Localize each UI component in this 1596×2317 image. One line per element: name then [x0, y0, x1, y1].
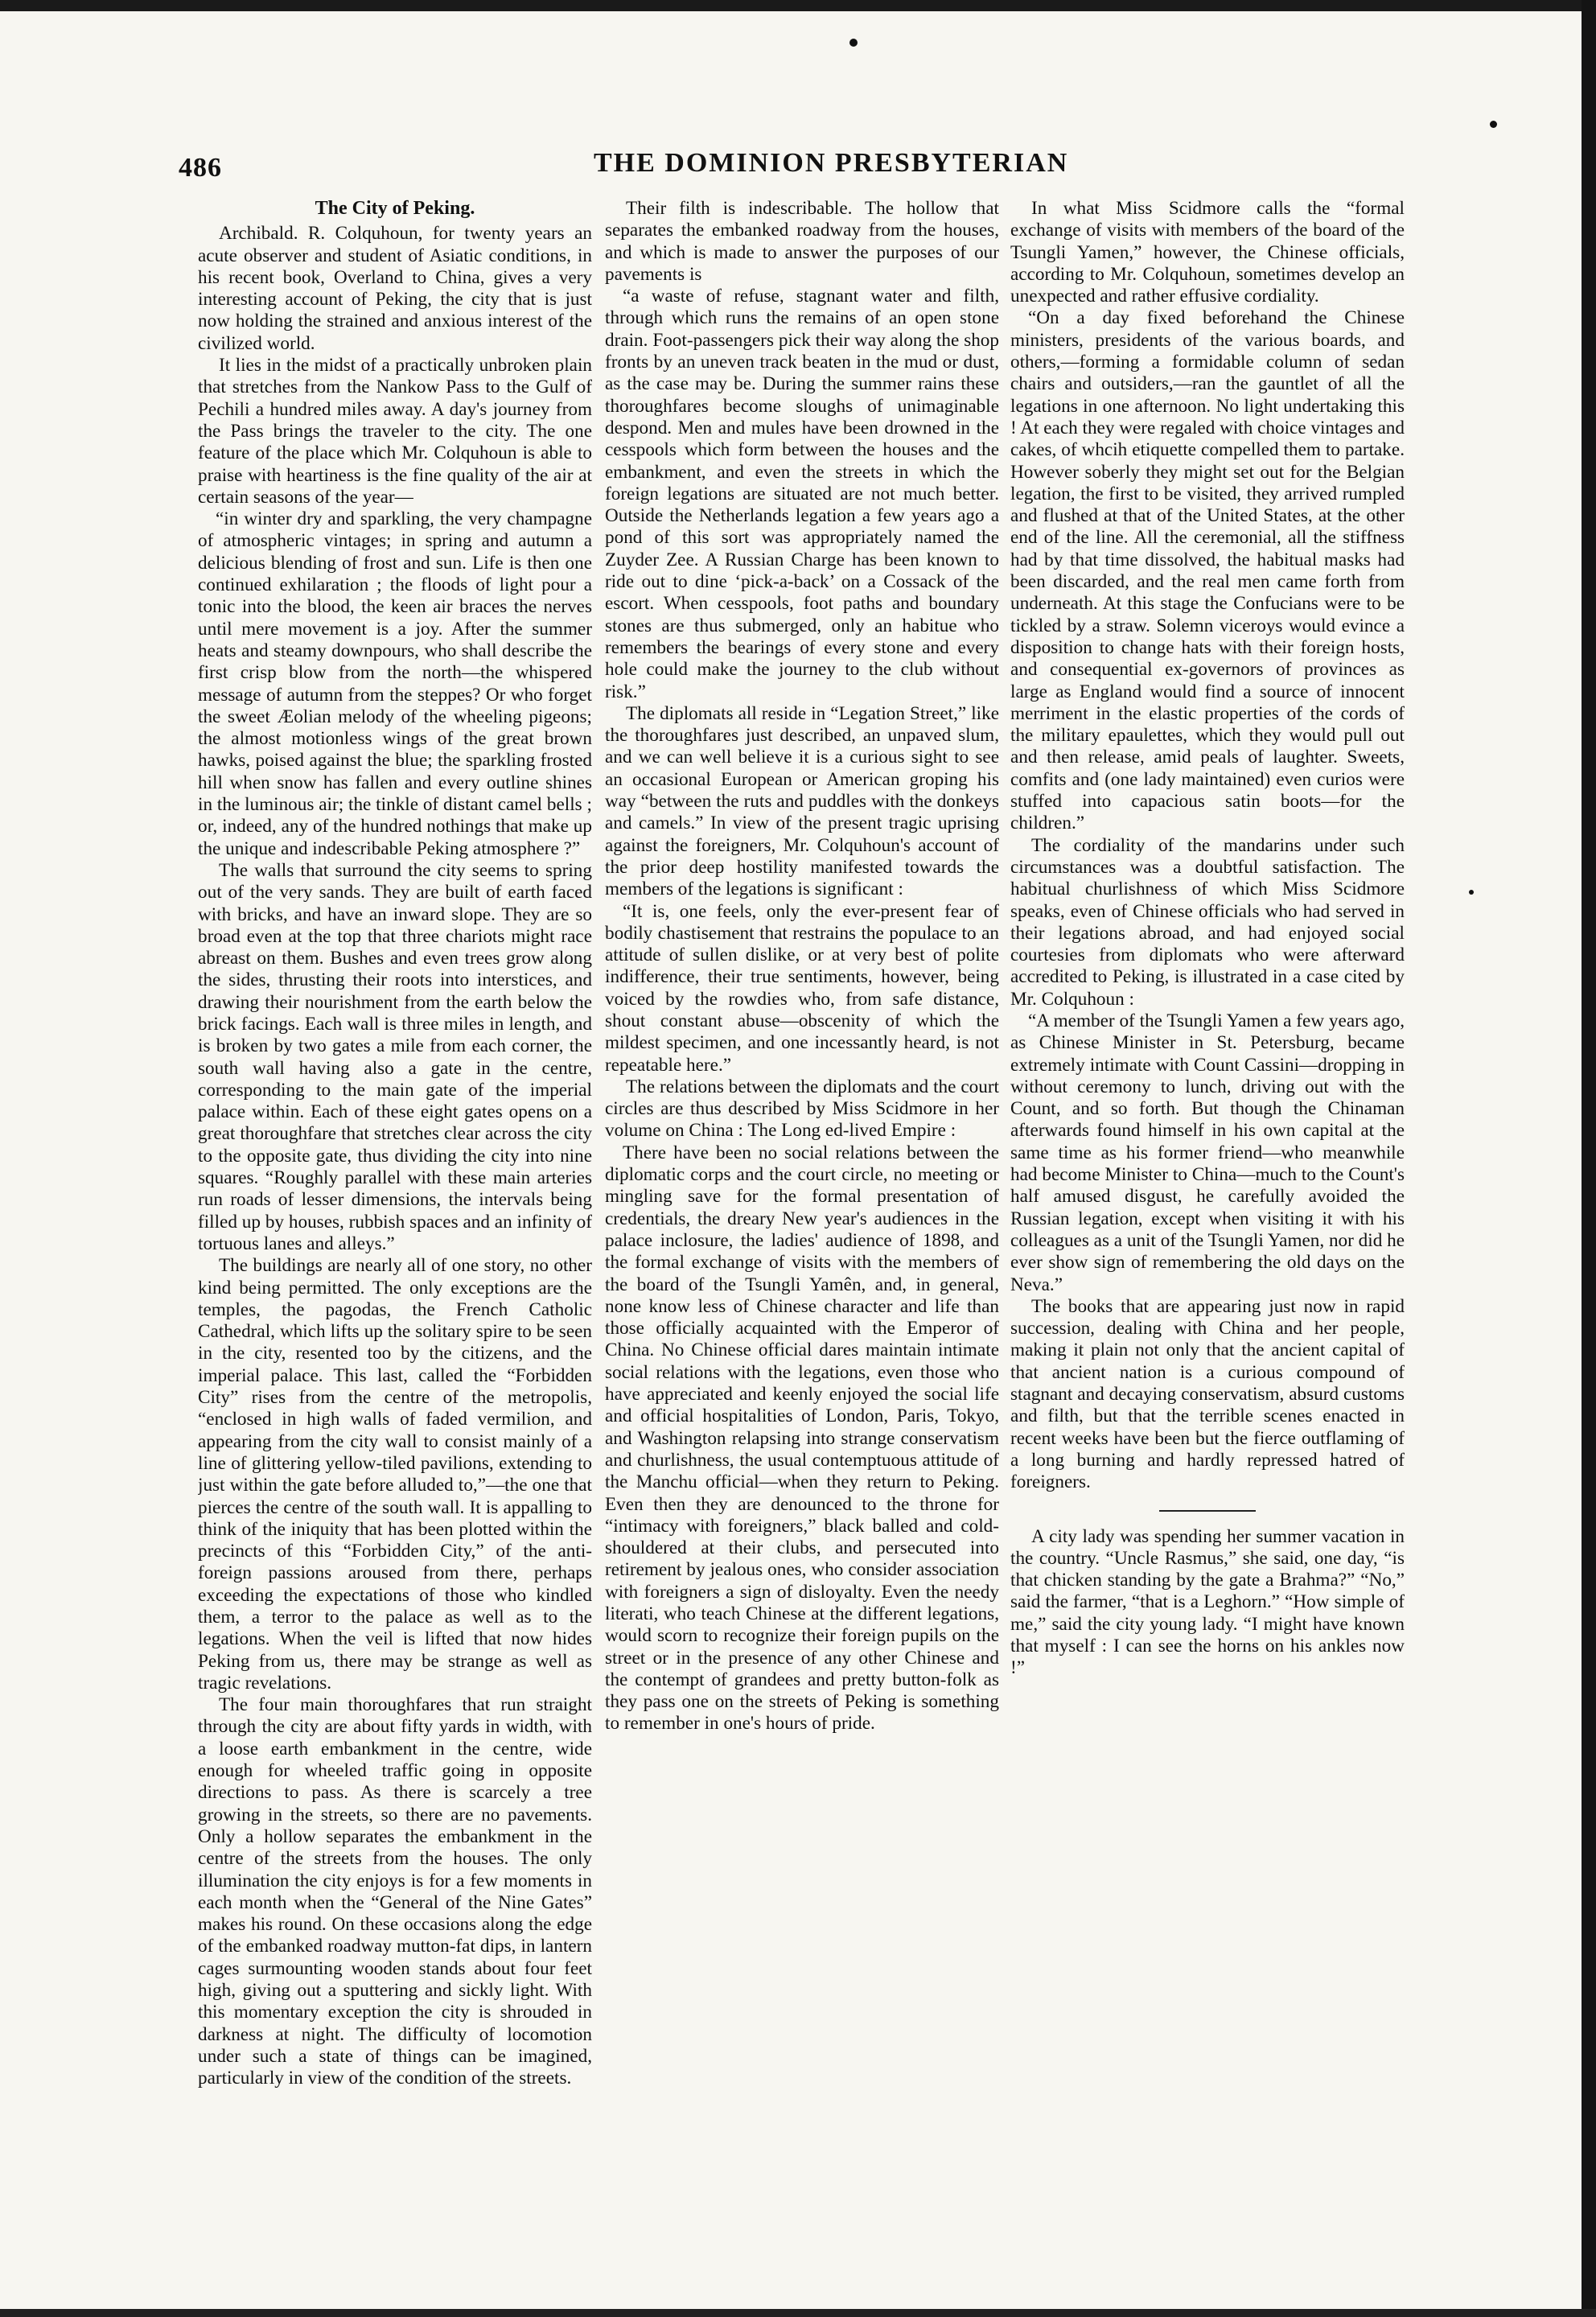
scan-edge-right	[1582, 0, 1596, 2317]
article-title: The City of Peking.	[315, 198, 475, 219]
quote-paragraph: “a waste of refuse, stagnant water and filth, through which runs the remains of an open stone drain. Foot-passengers pick their way along the shop fronts by an uneven track beaten in the mud or dust, as the case may be. During the summer rains these thoroughfares become sloughs of unimaginable despond. Men and mules have been drowned in the cesspools which form between the houses and the embankment, and even the streets in which the foreign legations are situated are not much better. Outside the Netherlands legation a few years ago a pond of this sort was appropriately named the Zuyder Zee. A Russian Charge has been known to ride out to dine ‘pick-a-back’ on a Cossack of the escort. When cesspools, foot paths and boundary stones are thus submerged, only an habitue who remembers the bearings of every stone and every hole could make the journey to the club without risk.”	[605, 286, 999, 702]
column-1	[198, 198, 592, 2209]
paragraph: The walls that surround the city seems to spring out of the very sands. They are built of earth faced with bricks, and have an inward slope. They are so broad even at the top that three chariots might race abreast on them. Bushes and even trees grow along the sides, thrusting their roots into interstices, and drawing their nourishment from the earth below the brick facings. Each wall is three miles in length, and is broken by two gates a mile from each corner, the south wall having also a gate in the centre, corresponding to the main gate of the imperial palace within. Each of these eight gates opens on a great thoroughfare that stretches clear across the city to the opposite gate, thus dividing the city into nine squares. “Roughly parallel with these main arteries run roads of lesser dimensions, the intervals being filled up by houses, rubbish spaces and an infinity of tortuous lanes and alleys.”	[198, 859, 592, 1254]
paragraph: Their filth is indescribable. The hollow that separates the embanked roadway from the houses, and which is made to answer the purposes of our pavements is	[605, 198, 999, 285]
section-divider	[1159, 1510, 1256, 1512]
paragraph: The relations between the diplomats and the court circles are thus described by Miss Scidmore in her volume on China : The Long ed-lived Empire :	[605, 1076, 999, 1142]
quote-paragraph: “A member of the Tsungli Yamen a few years ago, as Chinese Minister in St. Petersburg, became extremely intimate with Count Cassini—dropping in without ceremony to lunch, driving out with the Count, and so forth. But though the Chinaman afterwards found himself in his own capital at the same time as his former friend—who meanwhile had become Minister to China—much to the Count's half amused disgust, he carefully avoided the Russian legation, except when visiting it with his colleagues as a unit of the Tsungli Yamen, nor did he ever show sign of remembering the old days on the Neva.”	[1010, 1010, 1405, 1295]
scan-speck	[849, 39, 858, 47]
paragraph: The four main thoroughfares that run straight through the city are about fifty yards in width, with a loose earth embankment in the centre, wide enough for wheeled traffic going in opposite directions to pass. As there is scarcely a tree growing in the streets, so there are no pavements. Only a hollow separates the embankment in the centre of the streets from the houses. The only illumination the city enjoys is for a few moments in each month when the “General of the Nine Gates” makes his round. On these occasions along the edge of the embanked roadway mutton-fat dips, in lantern cages surmounting wooden stands about four feet high, giving out a sputtering and sickly light. With this momentary exception the city is shrouded in darkness at night. The difficulty of locomotion under such a state of things can be imagined, particularly in view of the condition of the streets.	[198, 1694, 592, 2089]
scan-speck	[1490, 121, 1497, 128]
paragraph: The diplomats all reside in “Legation Street,” like the thoroughfares just described, an unpaved slum, and we can well believe it is a curious sight to see an occasional European or American groping his way “between the ruts and puddles with the donkeys and camels.” In view of the present tragic uprising against the foreigners, Mr. Colquhoun's account of the prior deep hostility manifested towards the members of the legations is significant :	[605, 702, 999, 900]
anecdote-paragraph: A city lady was spending her summer vacation in the country. “Uncle Rasmus,” she said, one day, “is that chicken standing by the gate a Brahma?” “No,” said the farmer, “that is a Leghorn.” “How simple of me,” said the city young lady. “I might have known that myself : I can see the horns on his ankles now !”	[1010, 1525, 1405, 1679]
paragraph: In what Miss Scidmore calls the “formal exchange of visits with members of the board of the Tsungli Yamen,” however, the Chinese officials, according to Mr. Colquhoun, sometimes develop an unexpected and rather effusive cordiality.	[1010, 198, 1405, 307]
paragraph: The buildings are nearly all of one story, no other kind being permitted. The only exceptions are the temples, the pagodas, the French Catholic Cathedral, which lifts up the solitary spire to be seen in the city, resented too by the citizens, and the imperial palace. This last, called the “Forbidden City” rises from the centre of the metropolis, “enclosed in high walls of faded vermilion, and appearing from the city wall to consist mainly of a line of glittering yellow-tiled pavilions, extending to just within the gate before alluded to,”—the one that pierces the centre of the south wall. It is appalling to think of the iniquity that has been plotted within the precincts of this “Forbidden City,” of the anti-foreign passions aroused from there, perhaps exceeding the expectations of those who kindled them, a terror to the palace as well as to the legations. When the veil is lifted that now hides Peking from us, there may be strange as well as tragic revelations.	[198, 1255, 592, 1694]
paragraph: The books that are appearing just now in rapid succession, dealing with China and her people, making it plain not only that the ancient capital of that ancient nation is a curious compound of stagnant and decaying conservatism, absurd customs and filth, but that the terrible scenes enacted in recent weeks have been but the fierce outflaming of a long burning and hardly repressed hatred of foreigners.	[1010, 1295, 1405, 1493]
scan-speck	[1469, 890, 1474, 895]
column-3	[1010, 198, 1405, 2209]
paragraph: The cordiality of the mandarins under such circumstances was a doubtful satisfaction. The habitual churlishness of which Miss Scidmore speaks, even of Chinese officials who had served in their legations abroad, and had enjoyed social courtesies from diplomats who were afterward accredited to Peking, is illustrated in a case cited by Mr. Colquhoun :	[1010, 834, 1405, 1010]
quote-paragraph: “It is, one feels, only the ever-present fear of bodily chastisement that restrains the populace to an attitude of sullen dislike, or at very best of polite indifference, their true sentiments, however, being voiced by the rowdies who, from safe distance, shout constant abuse—obscenity of which the mildest specimen, and one incessantly heard, is not repeatable here.”	[605, 900, 999, 1076]
quote-paragraph: “On a day fixed beforehand the Chinese ministers, presidents of the various boards, and others,—forming a formidable column of sedan chairs and outsiders,—ran the gauntlet of all the legations in one afternoon. No light undertaking this ! At each they were regaled with choice vintages and cakes, of whcih etiquette compelled them to partake. However soberly they might set out for the Belgian legation, the first to be visited, they arrived rumpled and flushed at that of the United States, at the other end of the line. All the ceremonial, all the stiffness had by that time dissolved, the habitual masks had been discarded, and the real men came forth from underneath. At this stage the Confucians were to be tickled by a straw. Solemn viceroys would evince a disposition to change hats with their foreign hosts, and consequential ex-governors of provinces as large as England would find a source of innocent merriment in the elastic properties of the cords of the military epaulettes, which they would pull out and then release, amid peals of laughter. Sweets, comfits and (one lady maintained) even curios were stuffed into capacious satin boots—for the children.”	[1010, 307, 1405, 834]
scan-edge-top	[0, 0, 1596, 11]
quote-paragraph: “in winter dry and sparkling, the very champagne of atmospheric vintages; in spring and autumn a delicious blending of frost and sun. Life is then one continued exhilaration ; the floods of light pour a tonic into the blood, the keen air braces the nerves until mere movement is a joy. After the summer heats and steamy downpours, who shall describe the first crisp blow from the north—the whispered message of autumn from the steppes? Or who forget the sweet Æolian melody of the wheeling pigeons; the almost motionless wings of the great brown hawks, poised against the blue; the sparkling frosted hill when snow has fallen and every outline shines in the luminous air; the tinkle of distant camel bells ; or, indeed, any of the hundred nothings that make up the unique and indescribable Peking atmosphere ?”	[198, 508, 592, 859]
column-2	[605, 198, 999, 2209]
running-head: THE DOMINION PRESBYTERIAN	[594, 148, 1069, 178]
scan-edge-bottom	[0, 2309, 1596, 2317]
paragraph: Archibald. R. Colquhoun, for twenty years an acute observer and student of Asiatic conditions, in his recent book, Overland to China, gives a very interesting account of Peking, the city that is just now holding the strained and anxious interest of the civilized world.	[198, 223, 592, 354]
page-number: 486	[179, 153, 222, 183]
quote-paragraph: There have been no social relations between the diplomatic corps and the court circle, no meeting or mingling save for the formal presentation of credentials, the dreary New year's audiences in the palace inclosure, the ladies' audience of 1898, and the formal exchange of visits with the members of the board of the Tsungli Yamên, and, in general, none know less of Chinese character and life than those officially acquainted with the Emperor of China. No Chinese official dares maintain intimate social relations with the legations, even those who have appreciated and keenly enjoyed the social life and official hospitalities of London, Paris, Tokyo, and Washington relapsing into strange conservatism and churlishness, the usual contemptuous attitude of the Manchu official—when they return to Peking. Even then they are denounced to the throne for “intimacy with foreigners,” black balled and cold-shouldered at their clubs, and persecuted into retirement by jealous ones, who consider association with foreigners a sign of disloyalty. Even the needy literati, who teach Chinese at the different legations, would scorn to recognize their foreign pupils on the street or in the presence of any other Chinese and the contempt of grandees and pretty button-folk as they pass one on the streets of Peking is something to remember in one's hours of pride.	[605, 1142, 999, 1735]
paragraph: It lies in the midst of a practically unbroken plain that stretches from the Nankow Pass to the Gulf of Pechili a hundred miles away. A day's journey from the Pass brings the traveler to the city. The one feature of the place which Mr. Colquhoun is able to praise with heartiness is the fine quality of the air at certain seasons of the year—	[198, 355, 592, 508]
